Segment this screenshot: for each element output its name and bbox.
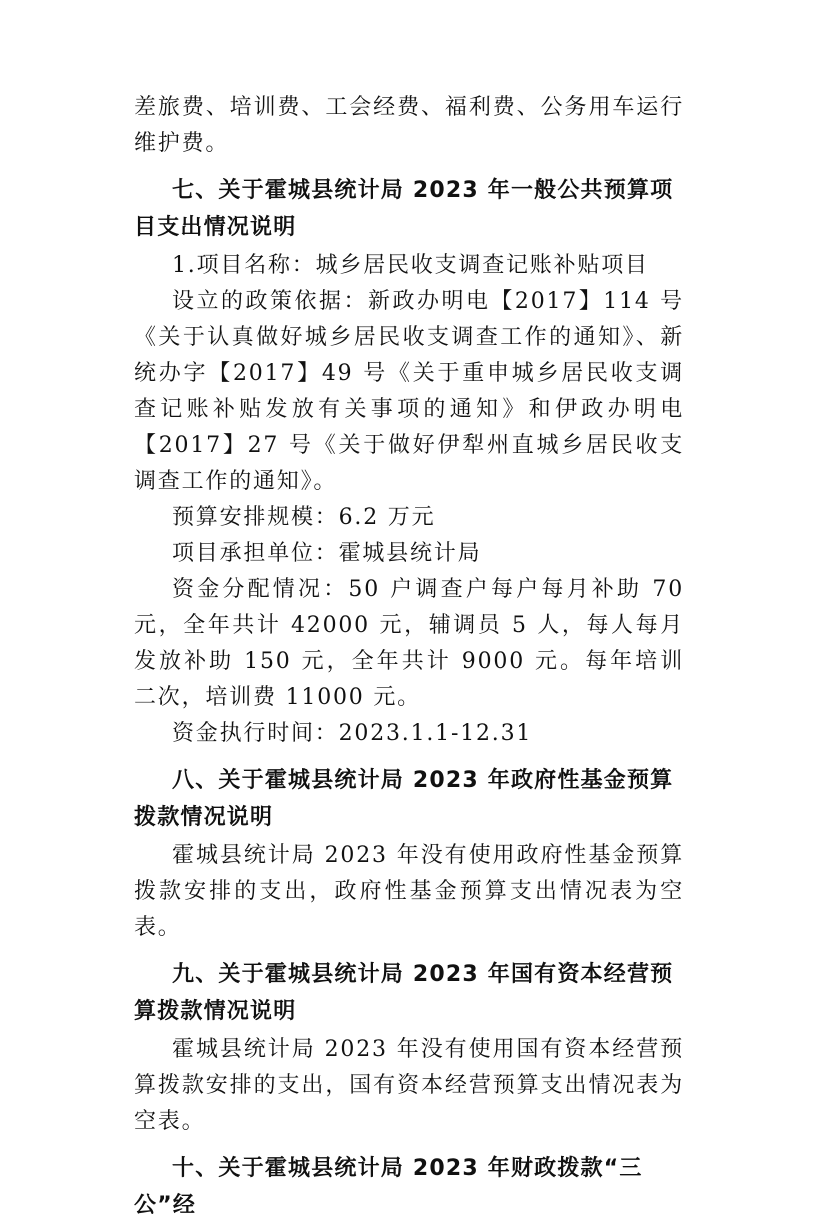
body-paragraph-continued: 差旅费、培训费、工会经费、福利费、公务用车运行维护费。 [134,95,684,156]
responsible-unit: 项目承担单位：霍城县统计局 [172,541,482,566]
project-name: 1.项目名称：城乡居民收支调查记账补贴项目 [172,253,649,278]
execution-time: 资金执行时间：2023.1.1-12.31 [172,721,533,746]
section-heading-10: 十、关于霍城县统计局 2023 年财政拨款“三公”经 [134,1156,643,1218]
section-heading-8: 八、关于霍城县统计局 2023 年政府性基金预算拨款情况说明 [134,768,674,830]
section-9-body: 霍城县统计局 2023 年没有使用国有资本经营预算拨款安排的支出，国有资本经营预算支出情况表为空表。 [134,1037,684,1134]
section-heading-7: 七、关于霍城县统计局 2023 年一般公共预算项目支出情况说明 [134,178,674,240]
document-body [134,90,684,1224]
section-heading-9: 九、关于霍城县统计局 2023 年国有资本经营预算拨款情况说明 [134,962,674,1024]
policy-basis: 设立的政策依据：新政办明电【2017】114 号《关于认真做好城乡居民收支调查工作的通知》、新统办字【2017】49 号《关于重申城乡居民收支调查记账补贴发放有关事项的通知》和伊政办明电【2017】27 号《关于做好伊犁州直城乡居民收支调查工作的通知》。 [134,289,684,494]
fund-allocation: 资金分配情况：50 户调查户每户每月补助 70 元，全年共计 42000 元，辅调员 5 人，每人每月发放补助 150 元，全年共计 9000 元。每年培训二次，培训费 11000 元。 [134,577,684,710]
section-8-body: 霍城县统计局 2023 年没有使用政府性基金预算拨款安排的支出，政府性基金预算支出情况表为空表。 [134,843,684,940]
budget-scale: 预算安排规模：6.2 万元 [172,505,436,530]
